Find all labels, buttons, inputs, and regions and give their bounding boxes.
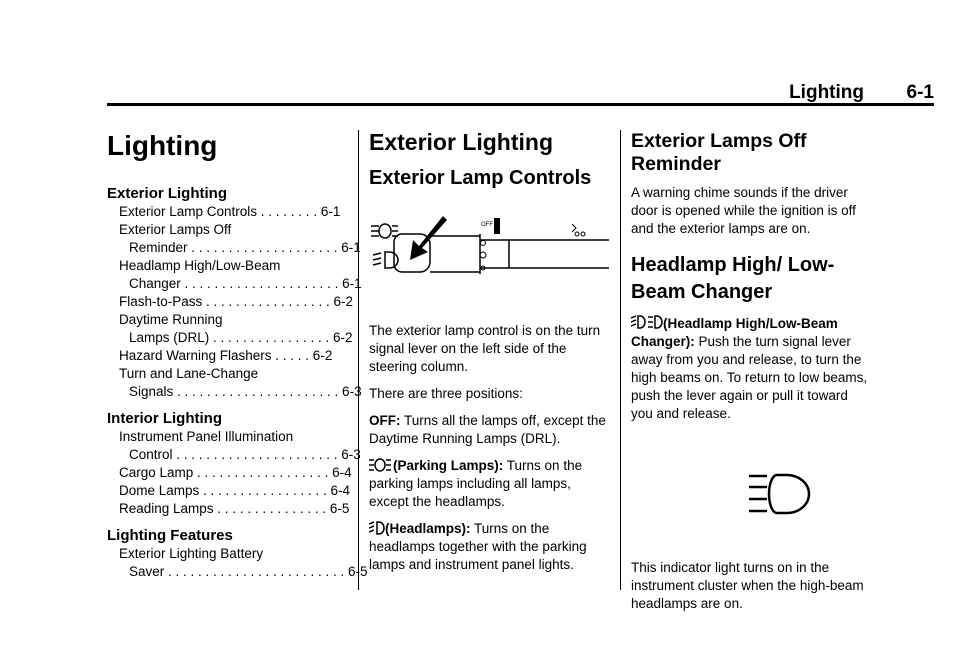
toc-entry[interactable]: Exterior Lighting Battery	[119, 546, 264, 561]
toc-entry[interactable]: Changer . . . . . . . . . . . . . . . . . . . . . 6-1	[129, 276, 362, 291]
lamp-control-figure	[369, 216, 609, 286]
toc-entry[interactable]: Control . . . . . . . . . . . . . . . . . . . . . . 6-3	[129, 447, 361, 462]
headlamps-text: Turns on the headlamps together with the parking lamps and instrument panel lights.	[369, 521, 587, 572]
paragraph: This indicator light turns on in the instrument cluster when the high-beam headlamps are on.	[631, 560, 864, 611]
high-beam-icon	[749, 473, 815, 515]
parking-text: Turns on the parking lamps including all lamps, except the headlamps.	[369, 458, 583, 509]
header-page-number: 6-1	[906, 82, 934, 103]
toc-entry[interactable]: Hazard Warning Flashers . . . . . 6-2	[119, 348, 333, 363]
toc-entry[interactable]: Flash-to-Pass . . . . . . . . . . . . . . . . . 6-2	[119, 294, 354, 309]
lever-off-label: OFF	[481, 222, 493, 228]
paragraph: There are three positions:	[369, 386, 523, 401]
changer-text: Push the turn signal lever away from you and release, to turn the high beams on. To return to low beams, push the lever again or pull it toward you and release.	[631, 334, 868, 421]
off-label: OFF:	[369, 413, 401, 428]
parking-lamps-paragraph	[369, 457, 609, 511]
toc-entry[interactable]: Dome Lamps . . . . . . . . . . . . . . . . . 6-4	[119, 483, 351, 498]
off-text: Turns all the lamps off, except the Daytime Running Lamps (DRL).	[369, 413, 606, 446]
subsection-heading: Exterior Lamp Controls	[369, 167, 592, 189]
header-section-title: Lighting	[789, 82, 864, 103]
toc-entry[interactable]: Lamps (DRL) . . . . . . . . . . . . . . . . 6-2	[129, 330, 353, 345]
toc-entry[interactable]: Instrument Panel Illumination	[119, 429, 294, 444]
parking-lamp-icon	[371, 224, 398, 238]
toc-entry[interactable]: Reading Lamps . . . . . . . . . . . . . . . 6-5	[119, 501, 350, 516]
changer-label: (Headlamp High/Low-Beam Changer):	[631, 316, 838, 349]
toc-section-heading: Lighting Features	[107, 527, 233, 544]
chapter-toc-column	[107, 126, 368, 589]
toc-entry[interactable]: Saver . . . . . . . . . . . . . . . . . . . . . . . . 6-5	[129, 564, 368, 579]
section-heading: Exterior Lighting	[369, 129, 553, 155]
toc-entry[interactable]: Signals . . . . . . . . . . . . . . . . . . . . . . 6-3	[129, 384, 362, 399]
subsection-heading: Exterior Lamps Off Reminder	[631, 130, 807, 175]
headlamps-paragraph	[369, 520, 609, 574]
toc-section-heading: Exterior Lighting	[107, 185, 227, 202]
reminder-and-changer-column	[631, 126, 871, 622]
paragraph: The exterior lamp control is on the turn signal lever on the left side of the steering column.	[369, 323, 601, 374]
exterior-lighting-column	[369, 126, 609, 583]
subsection-heading: Headlamp High/ Low-Beam Changer	[631, 254, 835, 303]
headlamps-label: (Headlamps):	[385, 521, 471, 536]
toc-entry[interactable]: Exterior Lamp Controls . . . . . . . . 6-1	[119, 204, 341, 219]
header-rule	[107, 103, 934, 106]
changer-paragraph	[631, 314, 871, 423]
low-beam-icon	[369, 521, 385, 535]
toc-entry[interactable]: Turn and Lane-Change	[119, 366, 259, 381]
toc-list	[107, 203, 362, 401]
toc-list	[107, 428, 361, 518]
paragraph: A warning chime sounds if the driver door is opened while the ignition is off and the exterior lamps are on.	[631, 185, 856, 236]
column-divider	[620, 130, 621, 590]
chapter-title: Lighting	[107, 130, 218, 161]
toc-entry[interactable]: Daytime Running	[119, 312, 223, 327]
parking-lamp-icon	[369, 458, 393, 472]
low-high-beam-icon	[631, 314, 663, 330]
toc-entry[interactable]: Headlamp High/Low-Beam	[119, 258, 281, 273]
off-position-paragraph	[369, 412, 609, 448]
toc-entry[interactable]: Exterior Lamps Off	[119, 222, 232, 237]
toc-entry[interactable]: Reminder . . . . . . . . . . . . . . . . . . . . 6-1	[129, 240, 361, 255]
column-divider	[358, 130, 359, 590]
table-of-contents	[107, 184, 368, 581]
toc-list	[107, 545, 368, 581]
toc-entry[interactable]: Cargo Lamp . . . . . . . . . . . . . . . . . . 6-4	[119, 465, 352, 480]
toc-section-heading: Interior Lighting	[107, 410, 222, 427]
turn-signal-lever-illustration	[369, 216, 609, 286]
parking-label: (Parking Lamps):	[393, 458, 504, 473]
